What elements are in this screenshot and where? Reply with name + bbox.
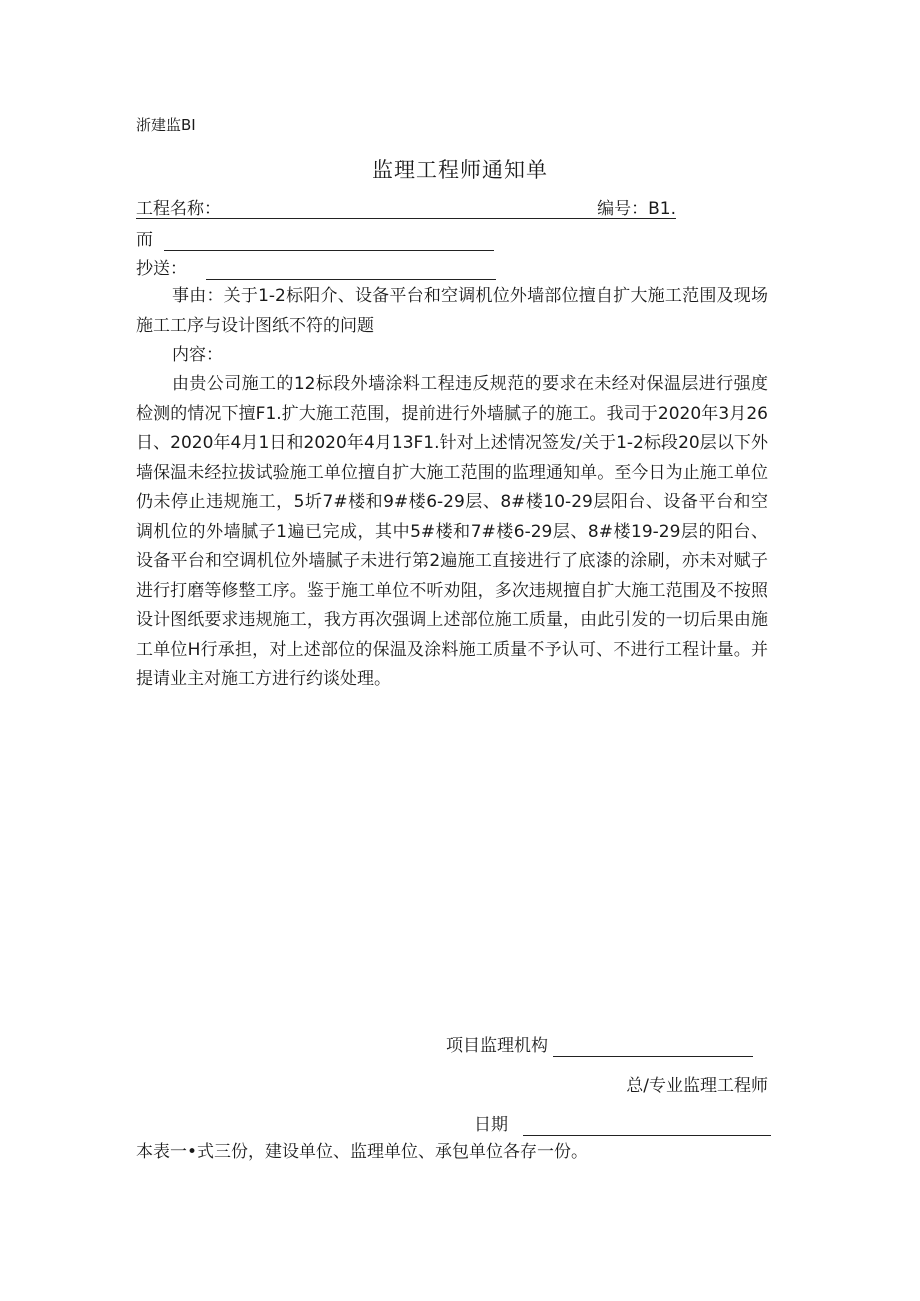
project-name-row: [136, 194, 676, 219]
cc-label: 抄送：: [136, 259, 187, 279]
content-label: 内容：: [172, 345, 223, 365]
footer-note: 本表一•式三份，建设单位、监理单位、承包单位各存一份。: [136, 1142, 589, 1162]
date-label: 日期: [474, 1115, 508, 1135]
document-title: 监理工程师通知单: [372, 158, 548, 182]
recipient-blank: [164, 230, 494, 251]
cc-row: [136, 254, 496, 280]
recipient-row: [136, 225, 494, 251]
recipient-label: 而: [136, 230, 153, 250]
engineer-row: [626, 1071, 768, 1096]
subject-paragraph: 事由：关于1-2标阳介、设备平台和空调机位外墙部位擅自扩大施工范围及现场施工工序与设计图纸不符的问题: [136, 286, 768, 336]
date-blank: [523, 1115, 771, 1136]
supervision-org-blank: [553, 1036, 753, 1057]
content-paragraph: 由贵公司施工的12标段外墙涂料工程违反规范的要求在未经对保温层进行强度检测的情况下擅F1.扩大施工范围，提前进行外墙腻子的施工。我司于2020年3月26日、2020年4月1日和2020年4月13F1.针对上述情况签发/关于1-2标段20层以下外墙保温未经拉拔试验施工单位擅自扩大施工范围的监理通知单。至今日为止施工单位仍未停止违规施工，5圻7#楼和9#楼6-29层、8#楼10-29层阳台、设备平台和空调机位的外墙腻子1遍已完成，其中5#楼和7#楼6-29层、8#楼19-29层的阳台、设备平台和空调机位外墙腻子未进行第2遍施工直接进行了底漆的涂刷，亦未对赋子进行打磨等修整工序。鉴于施工单位不听劝阻，多次违规擅自扩大施工范围及不按照设计图纸要求违规施工，我方再次强调上述部位施工质量，由此引发的一切后果由施工单位H行承担，对上述部位的保温及涂料施工质量不予认可、不进行工程计量。并提请业主对施工方进行约谈处理。: [136, 374, 768, 689]
form-code: 浙建监BI: [136, 116, 196, 134]
cc-blank: [206, 259, 496, 280]
supervision-org-row: [446, 1031, 753, 1057]
project-name-label: 工程名称：: [136, 199, 221, 219]
serial-number-label: 编号：B1.: [597, 199, 676, 219]
engineer-label: 总/专业监理工程师: [626, 1076, 768, 1096]
supervision-org-label: 项目监理机构: [446, 1036, 548, 1056]
date-row: [474, 1110, 771, 1136]
